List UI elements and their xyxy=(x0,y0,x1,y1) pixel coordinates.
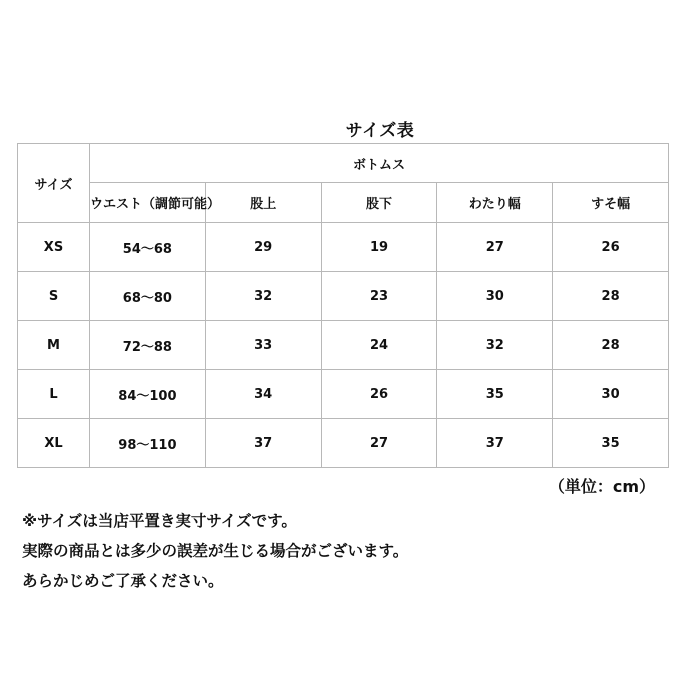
rise-cell: 33 xyxy=(205,321,321,370)
size-label: XS xyxy=(18,223,90,272)
waist-column-header: ウエスト（調節可能） xyxy=(90,183,206,223)
inseam-column-header: 股下 xyxy=(321,183,437,223)
hem-width-cell: 28 xyxy=(553,272,669,321)
page-title: サイズ表 xyxy=(345,121,415,141)
rise-cell: 34 xyxy=(205,370,321,419)
table-subheader-row xyxy=(18,183,669,223)
inseam-cell: 26 xyxy=(321,370,437,419)
note-line: ※サイズは当店平置き実寸サイズです。 xyxy=(22,512,297,530)
table-header-row xyxy=(18,144,669,183)
notes xyxy=(22,506,408,596)
thigh-width-column-header: わたり幅 xyxy=(437,183,553,223)
bottoms-group-header: ボトムス xyxy=(90,144,669,183)
rise-cell: 37 xyxy=(205,419,321,468)
thigh-width-cell: 35 xyxy=(437,370,553,419)
inseam-cell: 19 xyxy=(321,223,437,272)
thigh-width-cell: 30 xyxy=(437,272,553,321)
note-line: 実際の商品とは多少の誤差が生じる場合がございます。 xyxy=(22,542,409,560)
thigh-width-cell: 27 xyxy=(437,223,553,272)
table-row xyxy=(18,321,669,370)
table-row xyxy=(18,370,669,419)
thigh-width-cell: 32 xyxy=(437,321,553,370)
inseam-cell: 23 xyxy=(321,272,437,321)
waist-cell: 54～68 xyxy=(90,223,206,272)
inseam-cell: 27 xyxy=(321,419,437,468)
size-label: S xyxy=(18,272,90,321)
hem-width-cell: 26 xyxy=(553,223,669,272)
table-row xyxy=(18,272,669,321)
hem-width-cell: 35 xyxy=(553,419,669,468)
table-row xyxy=(18,223,669,272)
waist-cell: 72～88 xyxy=(90,321,206,370)
note-line: あらかじめご了承ください。 xyxy=(22,572,224,590)
hem-width-column-header: すそ幅 xyxy=(553,183,669,223)
size-label: L xyxy=(18,370,90,419)
hem-width-cell: 28 xyxy=(553,321,669,370)
size-label: XL xyxy=(18,419,90,468)
waist-cell: 68～80 xyxy=(90,272,206,321)
inseam-cell: 24 xyxy=(321,321,437,370)
size-table xyxy=(17,143,669,468)
size-label: M xyxy=(18,321,90,370)
rise-cell: 32 xyxy=(205,272,321,321)
rise-cell: 29 xyxy=(205,223,321,272)
waist-cell: 98～110 xyxy=(90,419,206,468)
table-row xyxy=(18,419,669,468)
hem-width-cell: 30 xyxy=(553,370,669,419)
waist-cell: 84～100 xyxy=(90,370,206,419)
thigh-width-cell: 37 xyxy=(437,419,553,468)
size-column-header: サイズ xyxy=(18,144,90,223)
unit-note: （単位：cm） xyxy=(548,477,655,496)
rise-column-header: 股上 xyxy=(205,183,321,223)
